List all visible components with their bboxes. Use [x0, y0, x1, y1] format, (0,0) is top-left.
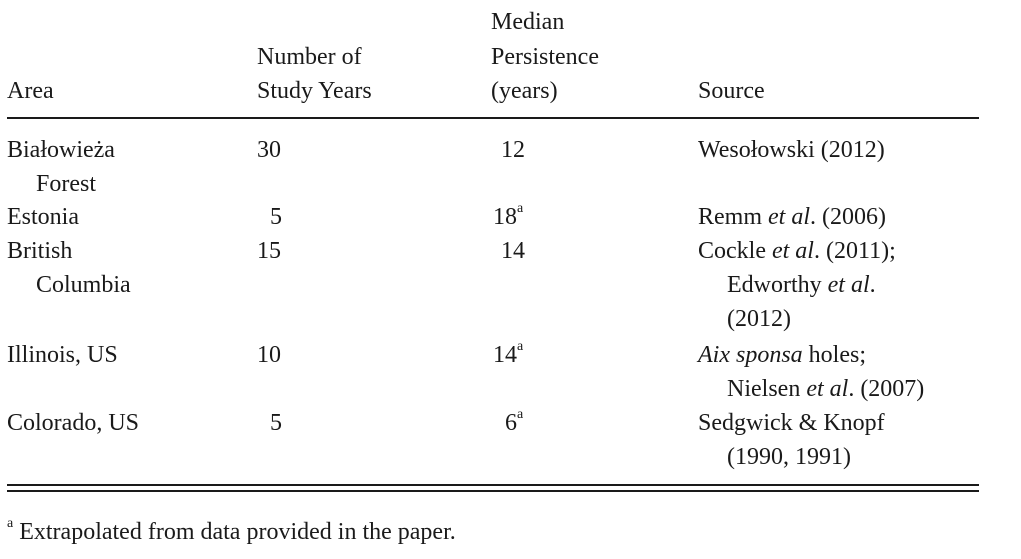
row-1-median: [501, 133, 525, 167]
header-median-line3: (years): [491, 78, 558, 104]
row-2-footnote-mark: a: [517, 201, 524, 216]
row-5-source-line2: (1990, 1991): [727, 444, 851, 470]
row-3-source-pre: Cockle: [698, 238, 772, 264]
row-5-years: 5: [270, 410, 282, 436]
row-1-source-text: Wesołowski (2012): [698, 137, 885, 163]
header-rule: [7, 117, 979, 119]
row-4-years: 10: [257, 342, 281, 368]
row-3-median-value: 14: [501, 238, 525, 264]
row-3-median: [501, 234, 525, 268]
row-1-median-value: 12: [501, 137, 525, 163]
row-1-area-line1: Białowieża: [7, 137, 115, 163]
row-4-source-line2-italic: et al: [806, 376, 849, 402]
row-3-source-line2-italic: et al: [827, 272, 870, 298]
row-2-area: Estonia: [7, 204, 79, 230]
row-4-source-line2: [727, 372, 924, 406]
row-2-source: [698, 200, 886, 234]
row-3-source-line2-pre: Edworthy: [727, 272, 828, 298]
bottom-rule-top: [7, 484, 979, 486]
row-2-median: [493, 200, 523, 234]
row-1-years: 30: [257, 137, 281, 163]
row-2-years: 5: [270, 204, 282, 230]
row-4-area: Illinois, US: [7, 342, 118, 368]
row-3-source-line3: (2012): [727, 306, 791, 332]
row-4-source-line2-post: . (2007): [848, 376, 925, 402]
row-3-source-line2-post: .: [869, 272, 876, 298]
row-5-area: Colorado, US: [7, 410, 139, 436]
header-median-line1: Median: [491, 9, 565, 35]
row-3-source-line2: [727, 268, 876, 302]
row-1-area-line2: Forest: [36, 171, 96, 197]
row-2-source-pre: Remm: [698, 204, 768, 230]
row-3-area-line2: Columbia: [36, 272, 131, 298]
row-4-source-species: Aix sponsa: [698, 342, 803, 368]
row-5-source-line1: Sedgwick & Knopf: [698, 410, 885, 436]
row-5-median: [505, 406, 523, 440]
header-source: Source: [698, 78, 765, 104]
row-4-source-line1: [698, 338, 866, 372]
row-1-source: [698, 133, 885, 167]
row-2-source-post: . (2006): [810, 204, 886, 230]
row-3-years: 15: [257, 238, 281, 264]
row-4-source-line2-pre: Nielsen: [727, 376, 807, 402]
header-years-line1: Number of: [257, 44, 362, 70]
footnote: [7, 515, 456, 549]
row-4-source-post: holes;: [802, 342, 866, 368]
footnote-text: Extrapolated from data provided in the paper.: [13, 519, 456, 545]
row-3-area-line1: British: [7, 238, 73, 264]
row-2-median-value: 18: [493, 204, 517, 230]
row-5-footnote-mark: a: [517, 407, 524, 422]
row-3-source-post: . (2011);: [813, 238, 896, 264]
row-4-footnote-mark: a: [517, 339, 524, 354]
header-area: Area: [7, 78, 54, 104]
header-median-line2: Persistence: [491, 44, 599, 70]
row-4-median-value: 14: [493, 342, 517, 368]
row-5-median-value: 6: [505, 410, 517, 436]
footnote-mark: a: [7, 516, 14, 531]
bottom-rule-bottom: [7, 490, 979, 492]
row-3-source-italic: et al: [771, 238, 814, 264]
row-2-source-italic: et al: [768, 204, 810, 230]
row-3-source-line1: [698, 234, 896, 268]
header-years-line2: Study Years: [257, 78, 372, 104]
row-4-median: [493, 338, 523, 372]
